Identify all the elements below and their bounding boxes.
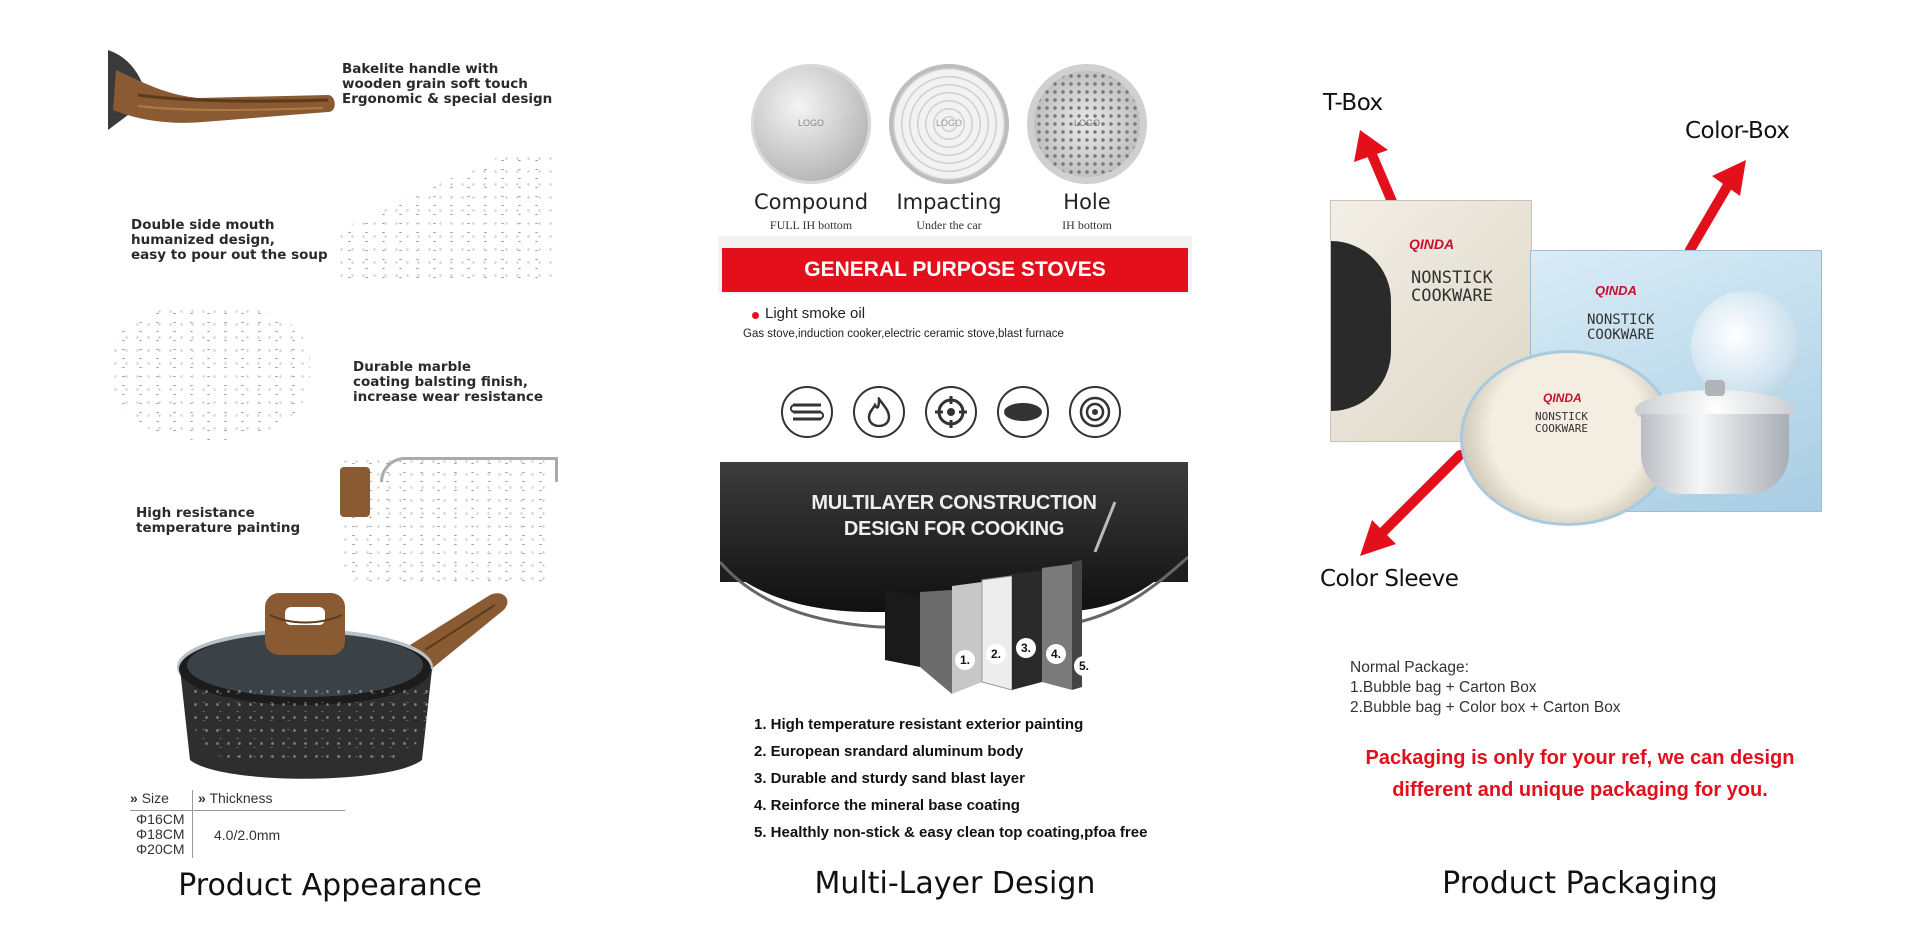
layer-list-item: 2. European srandard aluminum body: [754, 743, 1024, 760]
size-header: » Size: [130, 790, 169, 806]
box-title: NONSTICK COOKWARE: [1411, 268, 1493, 306]
brand-logo: QINDA: [1543, 391, 1582, 405]
disc-compound: [751, 64, 871, 184]
caption-packaging: Product Packaging: [1442, 866, 1718, 901]
size-value: Φ18CM: [136, 826, 185, 842]
brand-logo: QINDA: [1595, 283, 1637, 298]
normal-package-title: Normal Package:: [1350, 659, 1469, 676]
disc-sub-compound: FULL IH bottom: [769, 218, 853, 232]
pan-rim-photo: [336, 152, 552, 284]
pan-side-photo: [340, 455, 552, 585]
thickness-value: 4.0/2.0mm: [214, 827, 281, 843]
smoke-text: Light smoke oil: [765, 305, 866, 322]
feature-painting: High resistance temperature painting: [136, 505, 301, 536]
label-colorsleeve: Color Sleeve: [1320, 566, 1459, 592]
layer-list-item: 5. Healthly non-stick & easy clean top coating,pfoa free: [754, 824, 1148, 841]
size-value: Φ16CM: [136, 811, 185, 827]
layer-number: 4.: [1046, 644, 1066, 664]
gas-burner-icon: [925, 386, 977, 438]
disc-label-impacting: Impacting: [896, 190, 1002, 214]
thickness-header: » Thickness: [198, 790, 273, 806]
smoke-bullet: [752, 312, 759, 319]
construction-title: MULTILAYER CONSTRUCTION DESIGN FOR COOKING: [811, 492, 1097, 540]
size-table: [130, 790, 360, 860]
feature-coating: Durable marble coating balsting finish, increase wear resistance: [353, 359, 543, 405]
multi-layer-panel: [715, 0, 1195, 947]
side-handle: [340, 467, 370, 517]
layer-list-item: 3. Durable and sturdy sand blast layer: [754, 770, 1025, 787]
feature-mouth: Double side mouth humanized design, easy to pour out the soup: [131, 217, 328, 263]
caption-multilayer: Multi-Layer Design: [814, 866, 1096, 901]
box-title: NONSTICK COOKWARE: [1535, 410, 1588, 435]
induction-icon: [1069, 386, 1121, 438]
disc-label-compound: Compound: [753, 190, 869, 214]
coil-stove-icon: [781, 386, 833, 438]
product-appearance-panel: [100, 0, 560, 947]
disc-label-hole: Hole: [1063, 190, 1111, 214]
arrow-colorbox-icon: [1690, 160, 1746, 250]
size-list: [136, 812, 185, 857]
packaging-note: Packaging is only for your ref, we can design different and unique packaging for you.: [1365, 747, 1795, 801]
pan-body-speckle: [190, 685, 430, 765]
product-packaging-panel: [1310, 0, 1870, 947]
layer-number: 5.: [1074, 656, 1094, 676]
pan-interior-photo: [110, 305, 310, 440]
stoves-text: Gas stove,induction cooker,electric ceramic stove,blast furnace: [743, 328, 1064, 340]
normal-package: [1350, 658, 1750, 718]
normal-package-item: 1.Bubble bag + Carton Box: [1350, 679, 1537, 696]
disc-logo: LOGO: [1073, 118, 1100, 128]
ceramic-plate-icon: [997, 386, 1049, 438]
disc-logo: LOGO: [935, 118, 962, 128]
disc-sub-hole: IH bottom: [1062, 218, 1112, 232]
lid-knob: [1705, 380, 1725, 396]
layer-number: 2.: [986, 644, 1006, 664]
brand-logo: QINDA: [1409, 236, 1455, 252]
plate-shape: [1004, 403, 1042, 421]
disc-hole: [1027, 64, 1147, 184]
feature-handle: Bakelite handle with wooden grain soft touch Ergonomic & special design: [342, 61, 553, 107]
size-value: Φ20CM: [136, 841, 185, 857]
disc-logo: LOGO: [797, 118, 824, 128]
box-title: NONSTICK COOKWARE: [1587, 312, 1655, 343]
construction-illustration: [720, 462, 1188, 694]
tbox-window: [1331, 241, 1391, 411]
saucepan-body: [1641, 414, 1789, 494]
saucepan-photo: [160, 585, 530, 785]
gas-flame-icon: [853, 386, 905, 438]
table-col-divider: [192, 790, 193, 858]
normal-package-item: 2.Bubble bag + Color box + Carton Box: [1350, 699, 1621, 716]
arrow-sleeve-icon: [1360, 455, 1460, 556]
layer-number: 1.: [955, 650, 975, 670]
caption-appearance: Product Appearance: [178, 868, 482, 903]
glass-lid-rim: [380, 457, 558, 482]
label-tbox: T-Box: [1323, 90, 1383, 116]
label-colorbox: Color-Box: [1685, 118, 1790, 144]
handle-photo: [108, 40, 338, 130]
layer-list-item: 4. Reinforce the mineral base coating: [754, 797, 1020, 814]
disc-impacting: [889, 64, 1009, 184]
stoves-banner: GENERAL PURPOSE STOVES: [722, 248, 1188, 292]
layer-list-item: 1. High temperature resistant exterior painting: [754, 716, 1084, 733]
disc-sub-impacting: Under the car: [916, 218, 982, 232]
layer-number: 3.: [1016, 638, 1036, 658]
saucepan-glass-lid: [1635, 380, 1795, 500]
